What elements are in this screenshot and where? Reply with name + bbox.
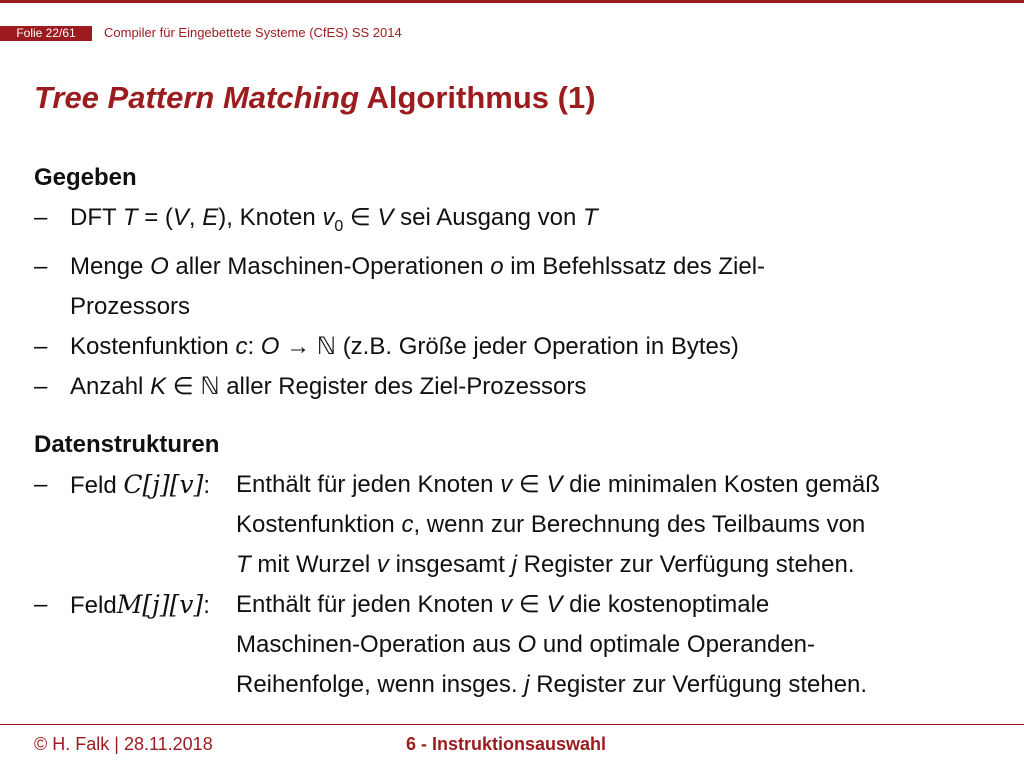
given-heading: Gegeben <box>34 164 137 191</box>
bullet-dash: – <box>34 204 48 231</box>
given-item-text: Anzahl K ∈ ℕ aller Register des Ziel-Prozessors <box>70 372 587 400</box>
bullet-dash: – <box>34 590 48 618</box>
field-m-line-1: Enthält für jeden Knoten v ∈ V die kostenoptimale <box>236 590 770 618</box>
field-m-line-3: Reihenfolge, wenn insges. j Register zur Verfügung stehen. <box>236 670 868 698</box>
field-c-label: Feld C[j][v]: <box>70 469 211 499</box>
field-c-line-1: Enthält für jeden Knoten v ∈ V die minimalen Kosten gemäß <box>236 470 880 498</box>
given-item-dft <box>34 198 1004 247</box>
bullet-dash: – <box>34 372 48 400</box>
field-m-symbol: M[j][v] <box>116 589 204 619</box>
field-c-line-2: Kostenfunktion c, wenn zur Berechnung des Teilbaums von <box>236 510 866 538</box>
given-item-cost-function <box>34 327 1004 367</box>
header-rule <box>0 0 1024 3</box>
given-item-register-count <box>34 367 1004 407</box>
slide-content <box>34 158 1004 705</box>
footer-author-date: © H. Falk | 28.11.2018 <box>34 734 213 754</box>
title-italic-part: Tree Pattern Matching <box>34 80 360 115</box>
bullet-dash: – <box>34 332 48 360</box>
field-m-line-2: Maschinen-Operation aus O und optimale Operanden- <box>236 630 816 658</box>
slide-number-badge: Folie 22/61 <box>0 26 92 41</box>
footer-rule <box>0 724 1024 725</box>
footer-chapter: 6 - Instruktionsauswahl <box>406 734 607 754</box>
field-m-row <box>34 585 1004 625</box>
field-c-symbol: C[j][v] <box>123 469 204 499</box>
given-item-operations <box>34 247 1004 327</box>
field-c-row <box>34 465 1004 505</box>
given-item-text: DFT T = (V, E), Knoten $v_0$ ∈ V sei Ausgang von T <box>70 204 598 235</box>
given-item-text: Menge O aller Maschinen-Operationen o im Befehlssatz des Ziel- Prozessors <box>70 252 766 320</box>
structures-heading: Datenstrukturen <box>34 430 220 458</box>
course-title: Compiler für Eingebettete Systeme (CfES) SS 2014 <box>104 25 402 40</box>
slide-title <box>34 78 596 118</box>
bullet-dash: – <box>34 252 48 280</box>
given-item-text: Kostenfunktion c: O → ℕ (z.B. Größe jeder Operation in Bytes) <box>70 332 739 360</box>
field-m-label: FeldM[j][v]: <box>70 589 210 619</box>
bullet-dash: – <box>34 470 48 498</box>
title-regular-part: Algorithmus (1) <box>366 80 596 115</box>
field-c-line-3: T mit Wurzel v insgesamt j Register zur Verfügung stehen. <box>236 550 855 578</box>
